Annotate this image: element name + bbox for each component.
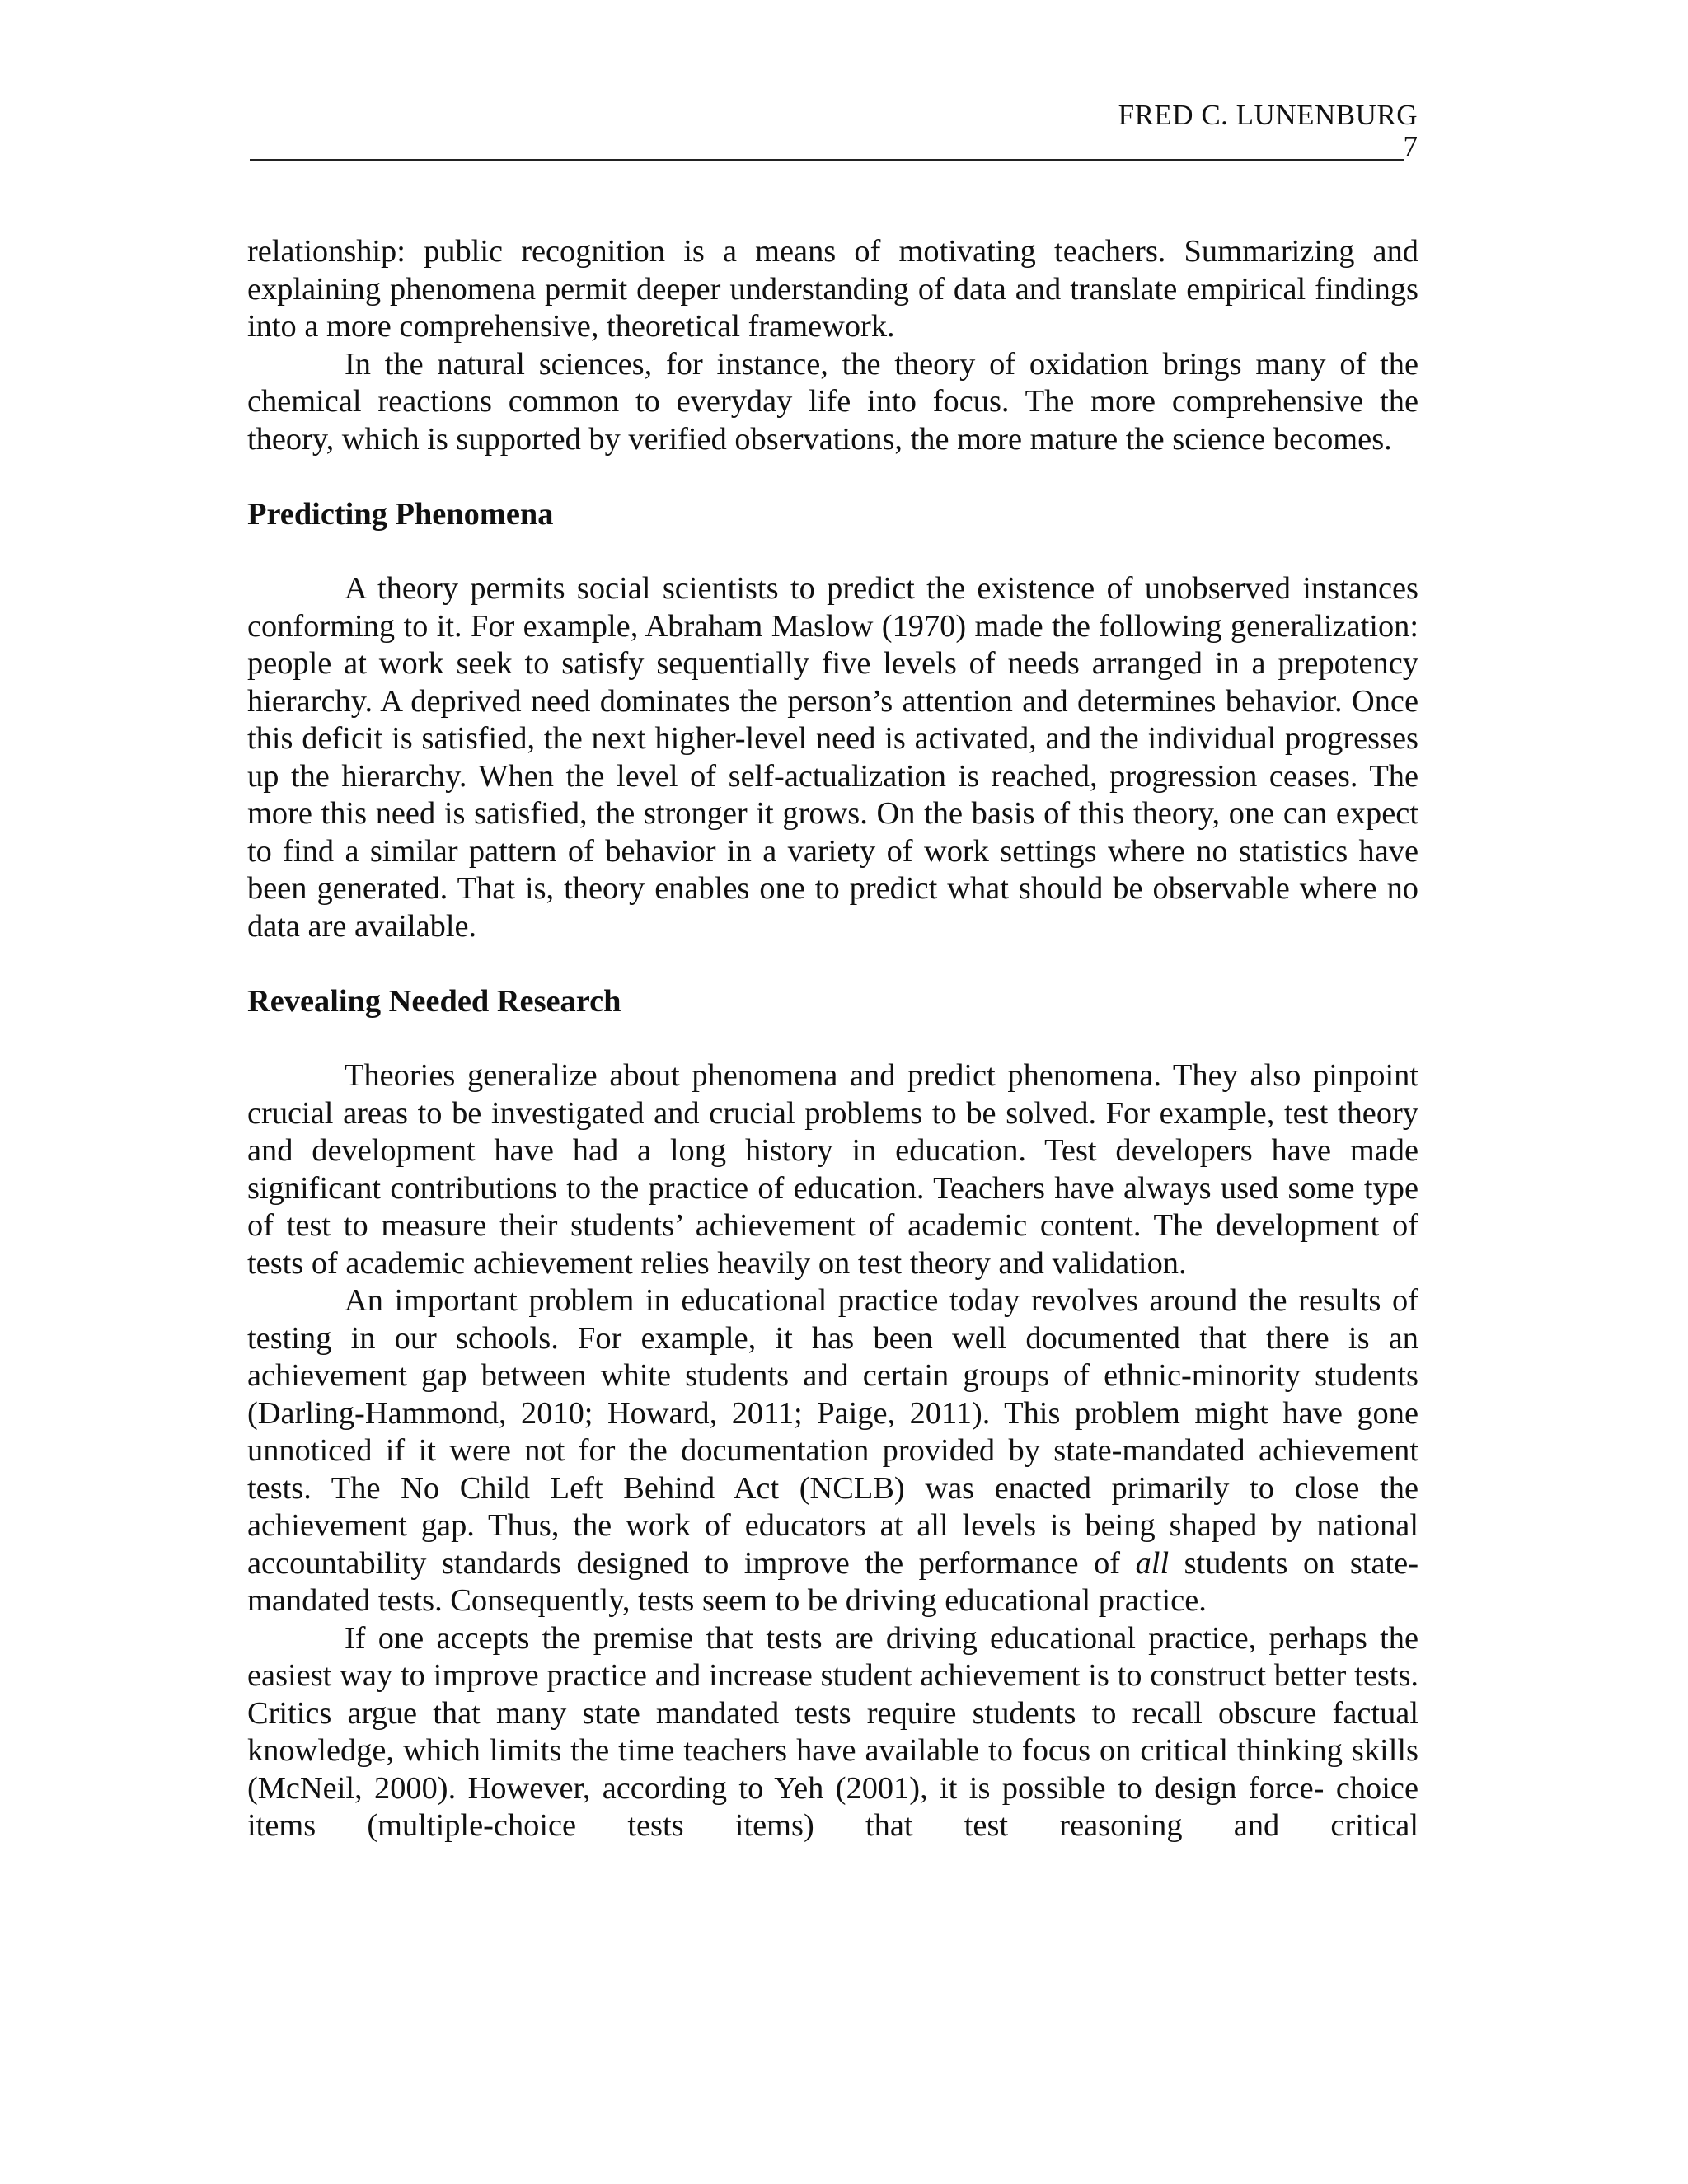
paragraph-3: A theory permits social scientists to predict the existence of unobserved instances conforming to it. For example, Abraham Maslow (1970) made the following generalization: people at work seek to satisfy sequentially five levels of needs arranged in a prepotency hierarchy. A deprived need dominates the person’s attention and determines behavior. Once this deficit is satisfied, the next higher-level need is activated, and the individual progresses up the hierarchy. When the level of self-actualization is reached, progression ceases. The more this need is satisfied, the stronger it grows. On the basis of this theory, one can expect to find a similar pattern of behavior in a variety of work settings where no statistics have been generated. That is, theory enables one to predict what should be observable where no data are available. — [247, 571, 1418, 944]
paragraph-5-part-b: students on state-mandated tests. Consequently, tests seem to be driving educational practice. — [247, 1545, 1418, 1618]
paragraph-5-italic-word: all — [1135, 1545, 1170, 1581]
paragraph-1: relationship: public recognition is a means of motivating teachers. Summarizing and explaining phenomena permit deeper understanding of data and translate empirical findings into a more comprehensive, theoretical framework. — [247, 234, 1418, 344]
page-number: 7 — [1403, 130, 1418, 162]
body-text — [247, 233, 1418, 1845]
paragraph-6: If one accepts the premise that tests are driving educational practice, perhaps the easiest way to improve practice and increase student achievement is to construct better tests. Critics argue that many state mandated tests require students to recall obscure factual knowledge, which limits the time teachers have available to focus on critical thinking skills (McNeil, 2000). However, according to Yeh (2001), it is possible to design force- choice items (multiple-choice tests items) that test reasoning and critical — [247, 1620, 1418, 1843]
section-heading-predicting-phenomena: Predicting Phenomena — [247, 497, 554, 532]
section-heading-revealing-needed-research: Revealing Needed Research — [247, 984, 621, 1019]
paragraph-5 — [247, 1282, 1418, 1620]
paragraph-5-part-a: An important problem in educational practice today revolves around the results of testing in our schools. For example, it has been well documented that there is an achievement gap between white students and certain groups of ethnic-minority students (Darling-Hammond, 2010; Howard, 2011; Paige, 2011). This problem might have gone unnoticed if it were not for the documentation provided by state-mandated achievement tests. The No Child Left Behind Act (NCLB) was enacted primarily to close the achievement gap. Thus, the work of educators at all levels is being shaped by national accountability standards designed to improve the performance of — [247, 1283, 1418, 1581]
paragraph-4: Theories generalize about phenomena and predict phenomena. They also pinpoint crucial areas to be investigated and crucial problems to be solved. For example, test theory and development have had a long history in education. Test developers have made significant contributions to the practice of education. Teachers have always used some type of test to measure their students’ achievement of academic content. The development of tests of academic achievement relies heavily on test theory and validation. — [247, 1058, 1418, 1281]
paragraph-2: In the natural sciences, for instance, the theory of oxidation brings many of the chemical reactions common to everyday life into focus. The more comprehensive the theory, which is supported by verified observations, the more mature the science becomes. — [247, 346, 1418, 457]
header-rule — [250, 159, 1404, 161]
running-header-author: FRED C. LUNENBURG — [1118, 99, 1418, 131]
